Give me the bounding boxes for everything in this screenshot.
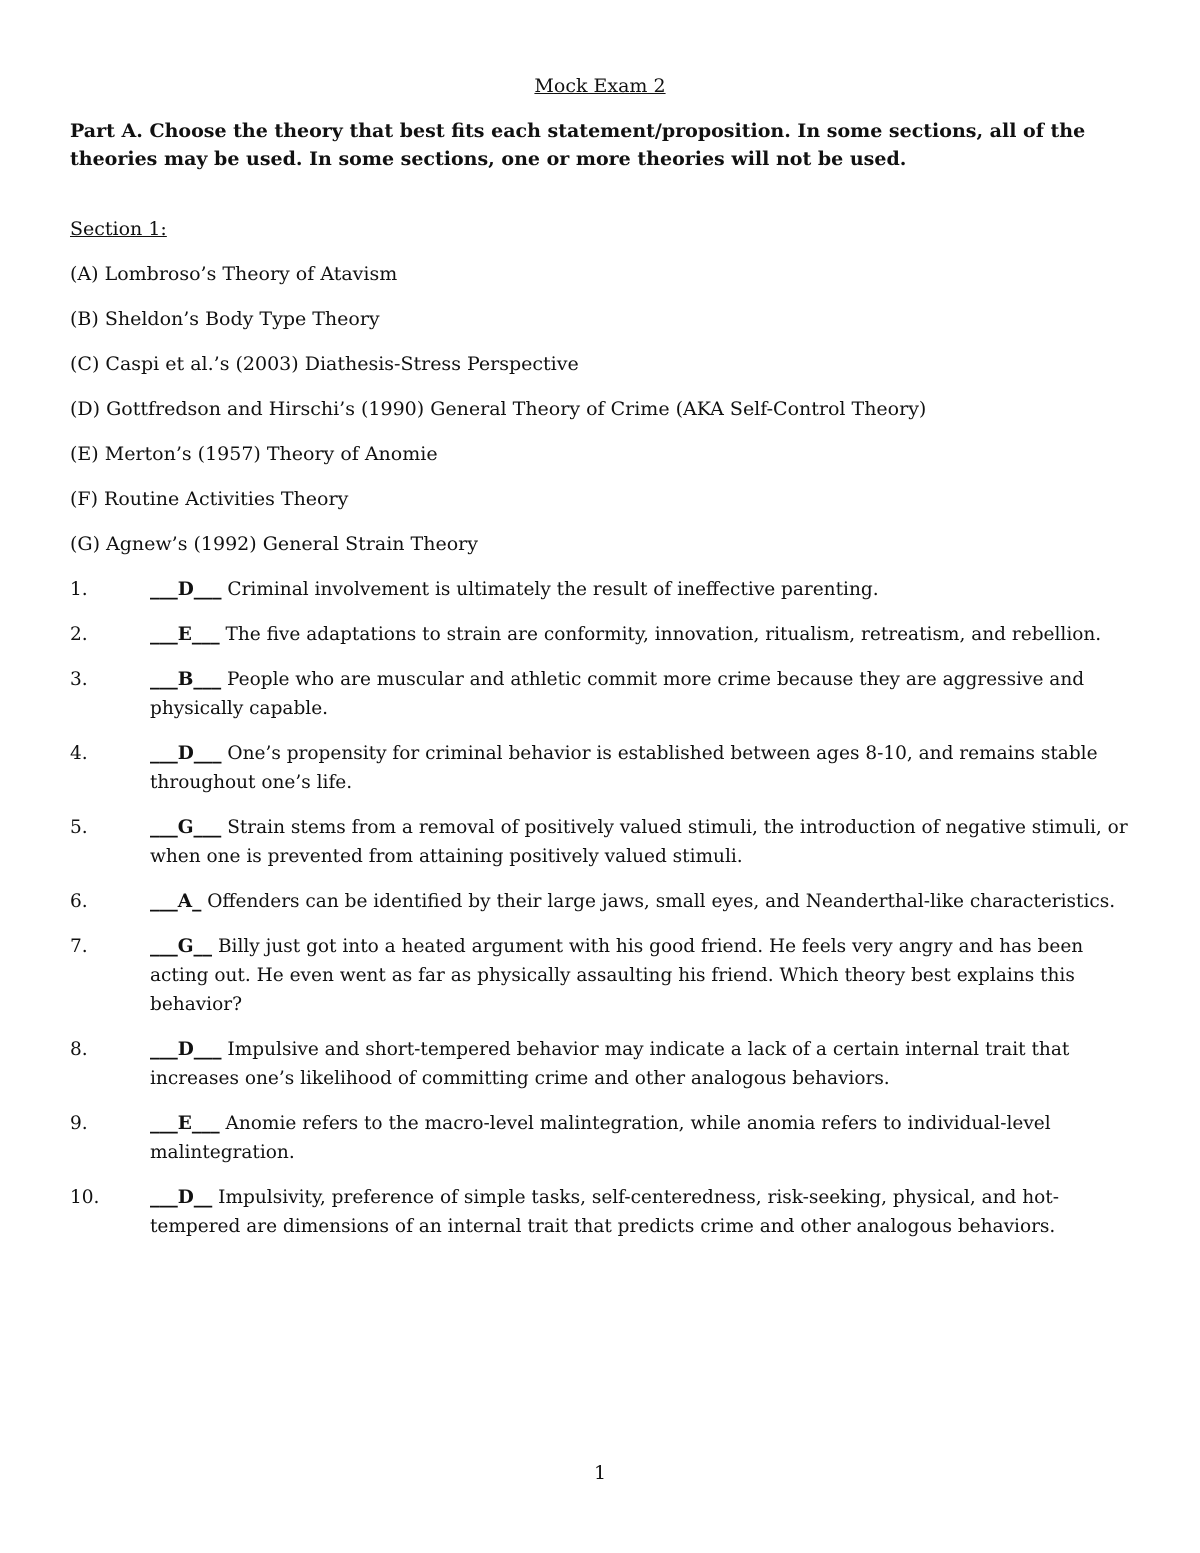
answer-blank: ___D___	[150, 1039, 222, 1060]
question-text: Impulsive and short-tempered behavior may indicate a lack of a certain internal trait that increases one’s likelihood of committing crime and other analogous behaviors.	[150, 1039, 1070, 1089]
answer-blank: ___E___	[150, 1113, 220, 1134]
question-number: 6.	[70, 891, 88, 912]
question-number: 5.	[70, 817, 88, 838]
answer-blank: ___D___	[150, 743, 222, 764]
page-title: Mock Exam 2	[534, 75, 666, 97]
question-item	[70, 1183, 1140, 1241]
theory-options	[70, 260, 1130, 575]
question-text: Offenders can be identified by their large jaws, small eyes, and Neanderthal-like characteristics.	[201, 891, 1116, 912]
question-number: 9.	[70, 1113, 88, 1134]
question-text: People who are muscular and athletic commit more crime because they are aggressive and physically capable.	[150, 669, 1085, 719]
question-text: Impulsivity, preference of simple tasks, self-centeredness, risk-seeking, physical, and hot-tempered are dimensions of an internal trait that predicts crime and other analogous behaviors.	[150, 1187, 1059, 1237]
question-text: One’s propensity for criminal behavior is established between ages 8-10, and remains stable throughout one’s life.	[150, 743, 1098, 793]
question-text: Strain stems from a removal of positively valued stimuli, the introduction of negative stimuli, or when one is prevented from attaining positively valued stimuli.	[150, 817, 1128, 867]
answer-blank: ___G__	[150, 936, 213, 957]
page-number: 1	[593, 1462, 607, 1484]
question-text: Criminal involvement is ultimately the result of ineffective parenting.	[221, 579, 879, 600]
question-text: The five adaptations to strain are conformity, innovation, ritualism, retreatism, and rebellion.	[219, 624, 1102, 645]
question-text: Billy just got into a heated argument with his good friend. He feels very angry and has been acting out. He even went as far as physically assaulting his friend. Which theory best explains this behavior?	[150, 936, 1084, 1015]
theory-option: (G) Agnew’s (1992) General Strain Theory	[70, 533, 478, 555]
question-item	[70, 813, 1140, 871]
question-item	[70, 665, 1140, 723]
question-item	[70, 575, 1140, 604]
question-text: Anomie refers to the macro-level malintegration, while anomia refers to individual-level malintegration.	[150, 1113, 1051, 1163]
question-number: 4.	[70, 743, 88, 764]
question-number: 10.	[70, 1187, 100, 1208]
theory-option: (E) Merton’s (1957) Theory of Anomie	[70, 443, 438, 465]
question-item	[70, 1109, 1140, 1167]
section-label: Section 1:	[70, 218, 167, 240]
question-item	[70, 620, 1140, 649]
question-number: 1.	[70, 579, 88, 600]
theory-option: (F) Routine Activities Theory	[70, 488, 349, 510]
theory-option: (D) Gottfredson and Hirschi’s (1990) General Theory of Crime (AKA Self-Control Theory)	[70, 398, 927, 420]
question-number: 3.	[70, 669, 88, 690]
question-item	[70, 1035, 1140, 1093]
answer-blank: ___D___	[150, 579, 222, 600]
question-number: 8.	[70, 1039, 88, 1060]
instructions: Part A. Choose the theory that best fits each statement/proposition. In some sections, all of the theories may be used. In some sections, one or more theories will not be used.	[70, 120, 1086, 170]
answer-blank: ___D__	[150, 1187, 213, 1208]
question-number: 2.	[70, 624, 88, 645]
theory-option: (B) Sheldon’s Body Type Theory	[70, 308, 380, 330]
answer-blank: ___A_	[150, 891, 202, 912]
answer-blank: ___G___	[150, 817, 222, 838]
theory-option: (A) Lombroso’s Theory of Atavism	[70, 263, 398, 285]
question-item	[70, 887, 1140, 916]
question-list	[70, 575, 1140, 1257]
answer-blank: ___E___	[150, 624, 220, 645]
question-item	[70, 932, 1140, 1019]
question-item	[70, 739, 1140, 797]
theory-option: (C) Caspi et al.’s (2003) Diathesis-Stress Perspective	[70, 353, 579, 375]
question-number: 7.	[70, 936, 88, 957]
answer-blank: ___B___	[150, 669, 222, 690]
